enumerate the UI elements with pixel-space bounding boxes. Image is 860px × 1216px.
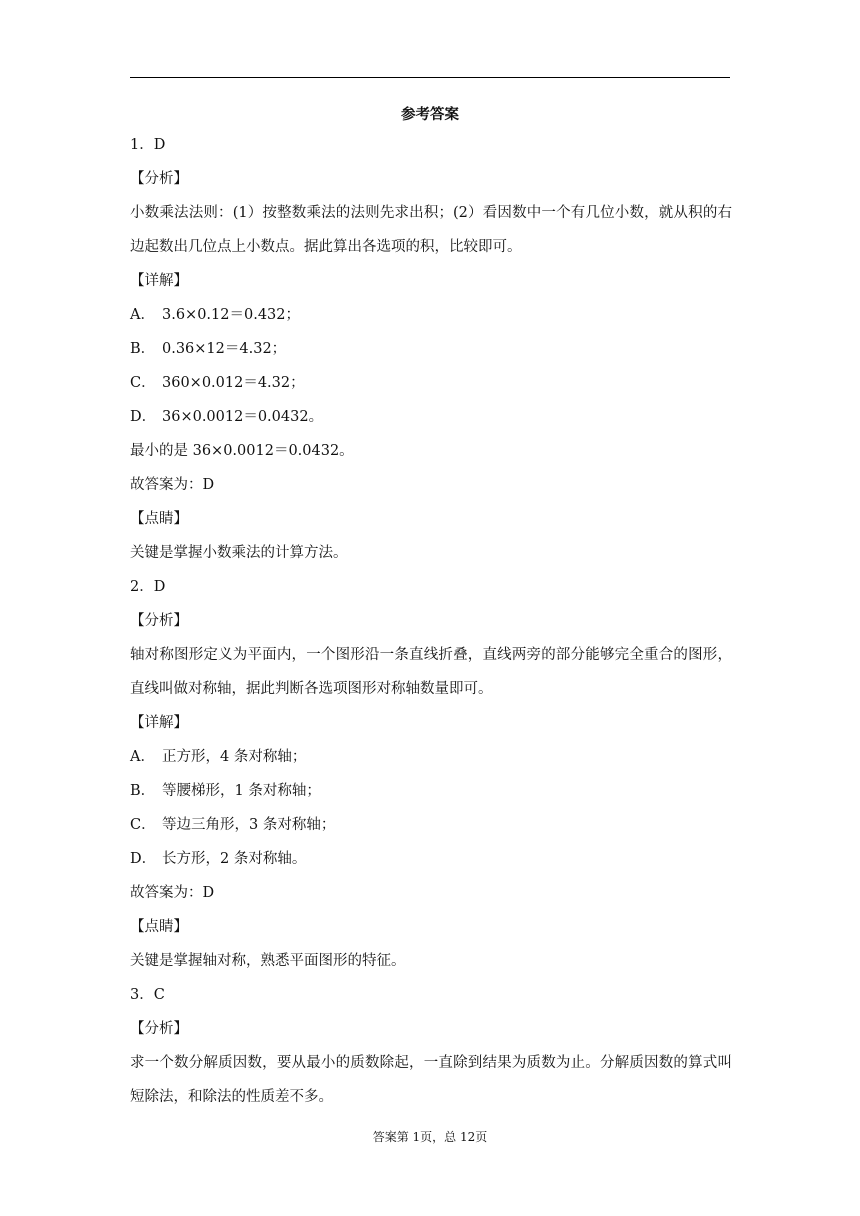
option-label: B． [130,341,156,357]
q1-conclusion: 最小的是 36×0.0012＝0.0432。 [130,443,354,459]
option-label: C． [130,817,156,833]
option-text: 36×0.0012＝0.0432。 [162,409,324,425]
q2-comment-text: 关键是掌握轴对称，熟悉平面图形的特征。 [130,953,406,969]
q1-detail-heading: 【详解】 [130,273,188,289]
q2-detail-heading: 【详解】 [130,715,188,731]
option-text: 等腰梯形，1 条对称轴； [162,783,321,799]
q1-option-a [130,304,732,326]
q2-analysis-heading: 【分析】 [130,613,188,629]
q1-final-answer: 故答案为：D [130,477,215,493]
option-label: D． [130,409,157,425]
option-text: 0.36×12＝4.32； [162,341,287,357]
q2-option-c [130,814,732,836]
q1-option-b [130,338,732,360]
q1-answer: 1．D [130,137,166,153]
option-text: 等边三角形，3 条对称轴； [162,817,336,833]
q3-answer: 3．C [130,987,165,1003]
q3-analysis-text: 求一个数分解质因数，要从最小的质数除起，一直除到结果为质数为止。分解质因数的算式叫短除法，和除法的性质差不多。 [130,1055,732,1105]
option-text: 正方形，4 条对称轴； [162,749,307,765]
header-rule [130,77,730,78]
q2-option-b [130,780,732,802]
q3-analysis-heading: 【分析】 [130,1021,188,1037]
q2-analysis-text: 轴对称图形定义为平面内，一个图形沿一条直线折叠，直线两旁的部分能够完全重合的图形，直线叫做对称轴，据此判断各选项图形对称轴数量即可。 [130,647,732,697]
page-title: 参考答案 [401,106,459,123]
q2-answer: 2．D [130,579,166,595]
option-text: 3.6×0.12＝0.432； [162,307,301,323]
option-label: C． [130,375,156,391]
option-label: B． [130,783,156,799]
option-label: A． [130,307,155,323]
q1-analysis-text: 小数乘法法则：(1）按整数乘法的法则先求出积；(2）看因数中一个有几位小数，就从积的右边起数出几位点上小数点。据此算出各选项的积，比较即可。 [130,205,732,255]
q2-final-answer: 故答案为：D [130,885,215,901]
page-footer: 答案第 1页，总 12页 [372,1130,488,1144]
option-label: D． [130,851,157,867]
q2-option-a [130,746,732,768]
q2-comment-heading: 【点睛】 [130,919,188,935]
q1-option-d [130,406,732,428]
option-text: 360×0.012＝4.32； [162,375,305,391]
q2-option-d [130,848,732,870]
q1-comment-text: 关键是掌握小数乘法的计算方法。 [130,545,348,561]
q1-comment-heading: 【点睛】 [130,511,188,527]
option-label: A． [130,749,155,765]
q1-option-c [130,372,732,394]
answer-content [130,134,732,1120]
q1-analysis-heading: 【分析】 [130,171,188,187]
option-text: 长方形，2 条对称轴。 [162,851,307,867]
